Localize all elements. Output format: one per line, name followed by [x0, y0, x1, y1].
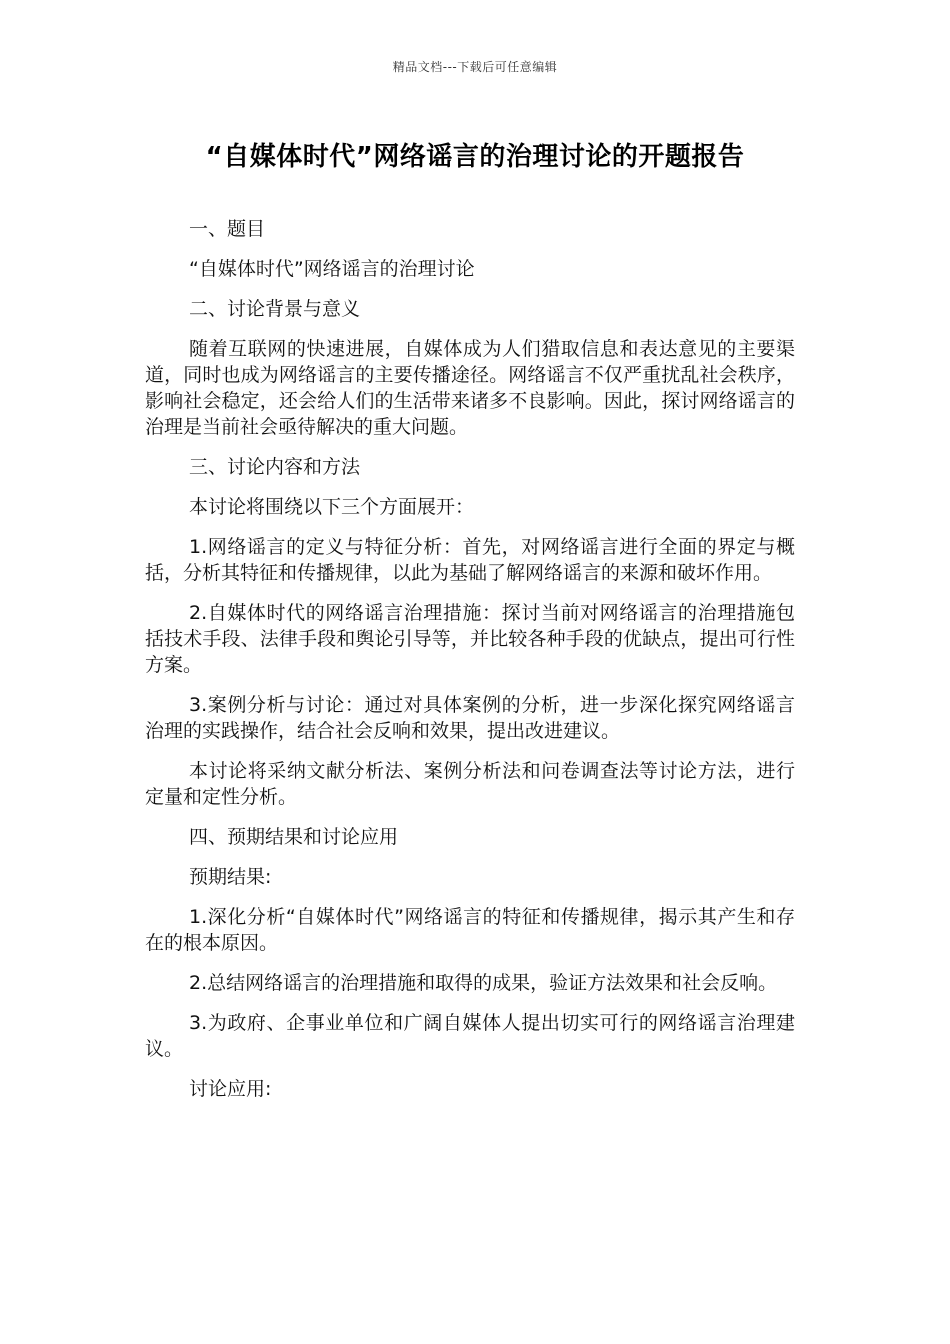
section-heading-background: 二、讨论背景与意义	[189, 298, 361, 320]
section-heading-expected-results: 四、预期结果和讨论应用	[189, 826, 399, 848]
document-body	[145, 216, 795, 1116]
expected-result-item-1: 1.深化分析“自媒体时代”网络谣言的特征和传播规律，揭示其产生和存在的根本原因。	[145, 906, 795, 954]
document-title: “自媒体时代”网络谣言的治理讨论的开题报告	[205, 142, 745, 172]
expected-result-item-3: 3.为政府、企事业单位和广阔自媒体人提出切实可行的网络谣言治理建议。	[145, 1012, 795, 1060]
content-intro: 本讨论将围绕以下三个方面展开：	[189, 496, 475, 518]
section-heading-content-methods: 三、讨论内容和方法	[189, 456, 361, 478]
header-note: 精品文档---下载后可任意编辑	[392, 60, 558, 74]
content-item-2: 2.自媒体时代的网络谣言治理措施：探讨当前对网络谣言的治理措施包括技术手段、法律手段和舆论引导等，并比较各种手段的优缺点，提出可行性方案。	[145, 602, 795, 676]
application-label: 讨论应用:	[189, 1078, 272, 1100]
section-heading-topic: 一、题目	[189, 218, 266, 240]
topic-text: “自媒体时代”网络谣言的治理讨论	[189, 258, 475, 280]
expected-result-item-2: 2.总结网络谣言的治理措施和取得的成果，验证方法效果和社会反响。	[189, 972, 778, 994]
content-item-3: 3.案例分析与讨论：通过对具体案例的分析，进一步深化探究网络谣言治理的实践操作，结合社会反响和效果，提出改进建议。	[145, 694, 795, 742]
expected-results-label: 预期结果:	[189, 866, 272, 888]
methods-paragraph: 本讨论将采纳文献分析法、案例分析法和问卷调查法等讨论方法，进行定量和定性分析。	[145, 760, 795, 808]
background-paragraph: 随着互联网的快速进展，自媒体成为人们猎取信息和表达意见的主要渠道，同时也成为网络谣言的主要传播途径。网络谣言不仅严重扰乱社会秩序，影响社会稳定，还会给人们的生活带来诸多不良影响。因此，探讨网络谣言的治理是当前社会亟待解决的重大问题。	[145, 338, 795, 438]
content-item-1: 1.网络谣言的定义与特征分析：首先，对网络谣言进行全面的界定与概括，分析其特征和传播规律，以此为基础了解网络谣言的来源和破坏作用。	[145, 536, 795, 584]
